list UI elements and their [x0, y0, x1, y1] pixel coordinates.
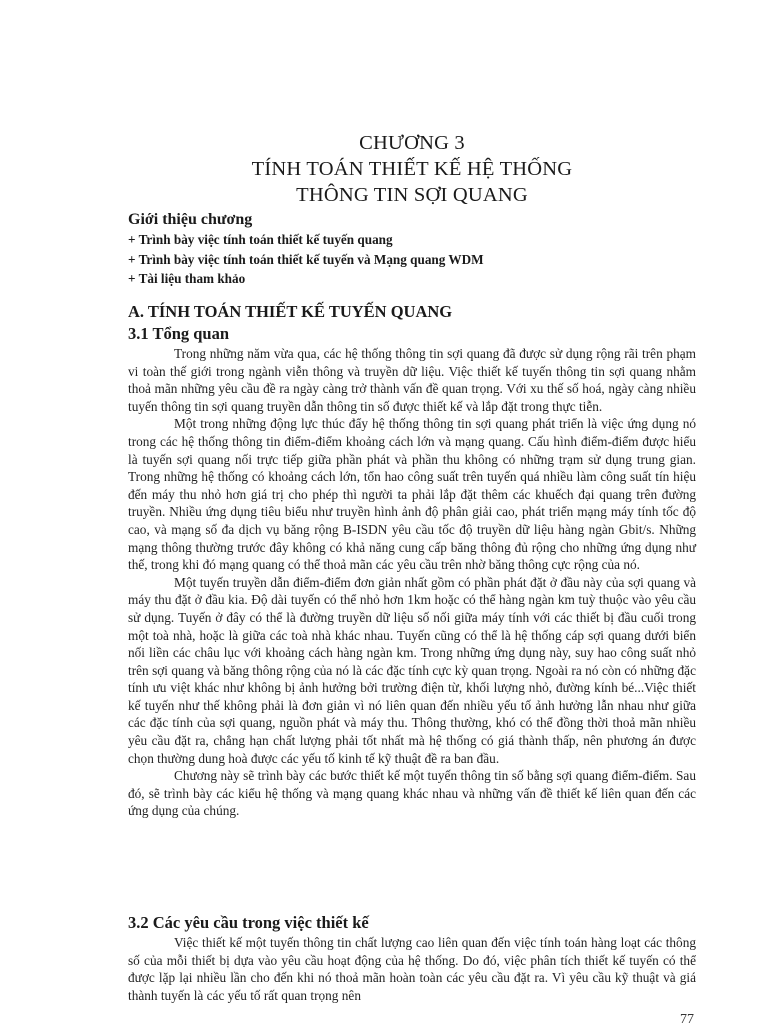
chapter-heading: [128, 130, 696, 208]
section-a-heading: A. TÍNH TOÁN THIẾT KẾ TUYẾN QUANG: [128, 302, 453, 321]
chapter-title-line-1: TÍNH TOÁN THIẾT KẾ HỆ THỐNG: [251, 158, 573, 180]
paragraph: Trong những năm vừa qua, các hệ thống thông tin sợi quang đã được sử dụng rộng rãi trên phạm vi toàn thế giới trong ngành viễn thông và truyền dữ liệu. Việc thiết kế tuyến thông tin sợi quang nhằm thoả mãn những yêu cầu đề ra ngày càng trở thành vấn đề quan trọng. Với xu thế số hoá, ngày càng nhiều tuyến thông tin sợi quang truyền dẫn thông tin số được thiết kế và lắp đặt trong thực tiễn.: [128, 346, 696, 414]
paragraph: Việc thiết kế một tuyến thông tin chất lượng cao liên quan đến việc tính toán hàng loạt các thông số của mỗi thiết bị dựa vào yêu cầu hoạt động của hệ thống. Do đó, việc phân tích thiết kế tuyến có thể được lặp lại nhiều lần cho đến khi nó thoả mãn hoàn toàn các yêu cầu đặt ra. Vì yêu cầu kỹ thuật và giá thành tuyến là các yếu tố rất quan trọng nên: [128, 935, 696, 1003]
subsection-heading-3-1: 3.1 Tổng quan: [128, 324, 230, 343]
document-page: [128, 0, 696, 1027]
page-number: 77: [680, 1012, 694, 1027]
chapter-introduction: [128, 209, 696, 289]
subsection-3-1-body: [128, 345, 696, 820]
intro-title: Giới thiệu chương: [128, 211, 253, 228]
paragraph: Một tuyến truyền dẫn điểm-điểm đơn giản nhất gồm có phần phát đặt ở đầu này của sợi quang và máy thu đặt ở đầu kia. Độ dài tuyến có thể nhỏ hơn 1km hoặc có thể hàng ngàn km tuỳ thuộc vào yêu cầu sử dụng. Tuyến ở đây có thể là đường truyền dữ liệu số nối giữa máy tính với các thiết bị đầu cuối trong một toà nhà, hoặc là giữa các toà nhà khác nhau. Tuyến cũng có thể là hệ thống cáp sợi quang dưới biển nối liền các châu lục với khoảng cách hàng ngàn km. Trong những ứng dụng này, suy hao công suất nhỏ trên sợi quang và băng thông rộng của nó là các đặc tính cực kỳ quan trọng. Ngoài ra nó còn có những đặc tính ưu việt khác như không bị ảnh hưởng bởi trường điện từ, khối lượng nhỏ, đường kính bé...Việc thiết kế tuyến như thế không phải là đơn giản vì nó liên quan đến nhiều yếu tố ảnh hưởng lẫn nhau như giữa các đặc tính của sợi quang, nguồn phát và máy thu. Thông thường, khó có thể đồng thời thoả mãn nhiều yêu cầu đặt ra, chẳng hạn chất lượng phải tốt nhất mà hệ thống có giá thành thấp, nên phương án được chọn thường dung hoà được các yếu tố kinh tế kỹ thuật đề ra ban đầu.: [128, 574, 696, 766]
subsection-3-2-body: [128, 934, 696, 1004]
chapter-title-line-2: THÔNG TIN SỢI QUANG: [296, 184, 528, 206]
paragraph: Một trong những động lực thúc đẩy hệ thống thông tin sợi quang phát triển là việc ứng dụng nó trong các hệ thống thông tin điểm-điểm khoảng cách lớn và mạng quang. Cấu hình điểm-điểm được hiểu là tuyến sợi quang nối trực tiếp giữa phần phát và phần thu không có những trạm sử dụng trung gian. Trong những hệ thống có khoảng cách lớn, tổn hao công suất trên tuyến quá nhiều làm công suất tín hiệu đến máy thu nhỏ hơn giá trị cho phép thì người ta phải lắp đặt thêm các khuếch đại quang trên đường truyền. Nhiều ứng dụng tiêu biểu như truyền hình ảnh độ phân giải cao, phát triển mạng máy tính tốc độ cao, và mạng số đa dịch vụ băng rộng B-ISDN yêu cầu tốc độ truyền dữ liệu hàng ngàn Gbit/s. Những mạng thông thường trước đây không có khả năng cung cấp băng thông đủ rộng cho những ứng dụng như thế, trong khi đó mạng quang có thể thoả mãn các yêu cầu trên nhờ băng thông cực rộng của nó.: [128, 416, 696, 573]
intro-item: + Trình bày việc tính toán thiết kế tuyến quang: [128, 232, 393, 247]
intro-item: + Trình bày việc tính toán thiết kế tuyến và Mạng quang WDM: [128, 251, 484, 267]
paragraph: Chương này sẽ trình bày các bước thiết kế một tuyến thông tin số bằng sợi quang điểm-điểm. Sau đó, sẽ trình bày các kiểu hệ thống và mạng quang khác nhau và những vấn đề thiết kế liên quan đến các ứng dụng của chúng.: [128, 768, 696, 819]
chapter-number: CHƯƠNG 3: [359, 132, 465, 154]
intro-item: + Tài liệu tham khảo: [128, 271, 246, 286]
subsection-heading-3-2: 3.2 Các yêu cầu trong việc thiết kế: [128, 913, 369, 932]
